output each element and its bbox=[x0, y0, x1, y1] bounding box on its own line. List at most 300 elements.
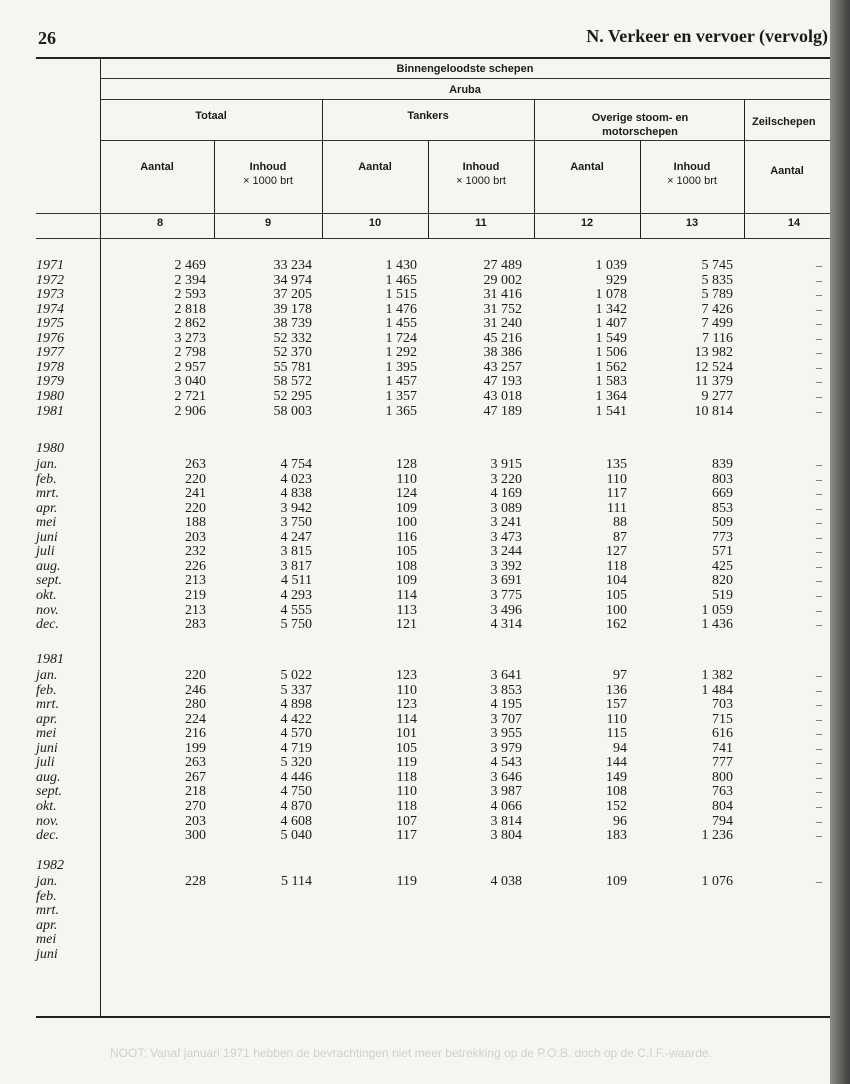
row-label: aug. bbox=[36, 769, 61, 785]
table-cell: 47 189 bbox=[483, 403, 522, 419]
table-cell: 4 838 bbox=[280, 486, 312, 502]
table-cell: 216 bbox=[185, 726, 206, 742]
table-cell: 104 bbox=[606, 573, 627, 589]
table-cell: 109 bbox=[396, 500, 417, 516]
table-cell: 105 bbox=[396, 544, 417, 560]
table-cell: 283 bbox=[185, 617, 206, 633]
table-cell: 123 bbox=[396, 668, 417, 683]
stub-divider bbox=[100, 58, 101, 1016]
zeil-dash: – bbox=[816, 515, 822, 530]
table-cell: 519 bbox=[712, 587, 733, 603]
table-cell: 135 bbox=[606, 457, 627, 472]
table-cell: 3 691 bbox=[490, 573, 522, 589]
table-cell: 113 bbox=[396, 602, 417, 618]
table-cell: 118 bbox=[396, 798, 417, 814]
table-cell: 220 bbox=[185, 500, 206, 516]
col-divider bbox=[640, 140, 641, 238]
table-cell: 270 bbox=[185, 798, 206, 814]
table-cell: 10 814 bbox=[694, 403, 733, 419]
table-cell: 5 789 bbox=[701, 287, 733, 303]
col-number: 11 bbox=[475, 217, 487, 229]
table-cell: 4 511 bbox=[281, 573, 312, 589]
row-label: mrt. bbox=[36, 486, 59, 502]
table-cell: 43 018 bbox=[483, 388, 522, 404]
table-cell: 1 465 bbox=[385, 272, 417, 288]
table-cell: 1 236 bbox=[701, 828, 733, 844]
table-cell: 123 bbox=[396, 697, 417, 713]
zeil-dash: – bbox=[816, 769, 822, 784]
col-divider bbox=[428, 140, 429, 238]
table-cell: 4 314 bbox=[490, 617, 522, 633]
table-cell: 152 bbox=[606, 798, 627, 814]
row-label: juli bbox=[36, 755, 55, 771]
top-rule bbox=[36, 57, 830, 59]
zeil-dash: – bbox=[816, 740, 822, 755]
table-cell: 144 bbox=[606, 755, 627, 771]
row-label: 1974 bbox=[36, 301, 64, 317]
table-cell: 820 bbox=[712, 573, 733, 589]
table-cell: 4 038 bbox=[490, 874, 522, 889]
row-label: 1973 bbox=[36, 287, 64, 303]
head-inhoud-unit: × 1000 brt bbox=[456, 175, 506, 187]
table-cell: 3 815 bbox=[280, 544, 312, 560]
table-cell: 616 bbox=[712, 726, 733, 742]
table-cell: 162 bbox=[606, 617, 627, 633]
row-label: feb. bbox=[36, 682, 57, 698]
table-cell: 1 549 bbox=[595, 330, 627, 346]
ghost-footnote: NOOT: Vanaf januari 1971 hebben de bevrachtingen niet meer betrekking op de P.O.B. doch op de C.I.F.-waarde. bbox=[110, 1046, 712, 1060]
table-cell: 111 bbox=[607, 500, 627, 516]
table-cell: 109 bbox=[396, 573, 417, 589]
table-cell: 794 bbox=[712, 813, 733, 829]
table-cell: 3 915 bbox=[490, 457, 522, 472]
zeil-dash: – bbox=[816, 697, 822, 712]
table-cell: 5 337 bbox=[280, 682, 312, 698]
table-cell: 4 608 bbox=[280, 813, 312, 829]
table-cell: 100 bbox=[606, 602, 627, 618]
table-cell: 4 570 bbox=[280, 726, 312, 742]
table-cell: 3 775 bbox=[490, 587, 522, 603]
table-cell: 114 bbox=[396, 587, 417, 603]
table-cell: 246 bbox=[185, 682, 206, 698]
table-cell: 241 bbox=[185, 486, 206, 502]
row-label: apr. bbox=[36, 500, 58, 516]
table-cell: 117 bbox=[606, 486, 627, 502]
table-cell: 149 bbox=[606, 769, 627, 785]
table-cell: 1 357 bbox=[385, 388, 417, 404]
table-cell: 7 426 bbox=[701, 301, 733, 317]
head-aantal: Aantal bbox=[770, 165, 804, 177]
table-cell: 119 bbox=[396, 755, 417, 771]
table-cell: 5 320 bbox=[280, 755, 312, 771]
zeil-dash: – bbox=[816, 388, 822, 403]
zeil-dash: – bbox=[816, 668, 822, 682]
row-label: 1977 bbox=[36, 345, 64, 361]
table-cell: 3 496 bbox=[490, 602, 522, 618]
table-cell: 1 078 bbox=[595, 287, 627, 303]
table-cell: 213 bbox=[185, 573, 206, 589]
table-cell: 715 bbox=[712, 711, 733, 727]
table-cell: 110 bbox=[606, 711, 627, 727]
table-cell: 58 572 bbox=[273, 374, 312, 390]
row-label: mei bbox=[36, 932, 57, 948]
table-cell: 5 040 bbox=[280, 828, 312, 844]
table-cell: 1 476 bbox=[385, 301, 417, 317]
page-binding-edge bbox=[830, 0, 850, 1084]
subgroup-title: Aruba bbox=[449, 84, 481, 96]
table-cell: 3 646 bbox=[490, 769, 522, 785]
table-cell: 3 241 bbox=[490, 515, 522, 531]
zeil-dash: – bbox=[816, 359, 822, 374]
zeil-dash: – bbox=[816, 258, 822, 272]
table-cell: 9 277 bbox=[701, 388, 733, 404]
table-cell: 5 745 bbox=[701, 258, 733, 273]
table-cell: 1 292 bbox=[385, 345, 417, 361]
row-label: mrt. bbox=[36, 903, 59, 919]
table-cell: 3 955 bbox=[490, 726, 522, 742]
table-cell: 5 835 bbox=[701, 272, 733, 288]
zeil-dash: – bbox=[816, 345, 822, 360]
row-label: 1978 bbox=[36, 359, 64, 375]
row-label: 1980 bbox=[36, 388, 64, 404]
table-cell: 183 bbox=[606, 828, 627, 844]
table-cell: 117 bbox=[396, 828, 417, 844]
table-cell: 188 bbox=[185, 515, 206, 531]
table-cell: 804 bbox=[712, 798, 733, 814]
table-cell: 669 bbox=[712, 486, 733, 502]
table-cell: 27 489 bbox=[483, 258, 522, 273]
table-cell: 105 bbox=[606, 587, 627, 603]
table-cell: 5 750 bbox=[280, 617, 312, 633]
zeil-dash: – bbox=[816, 301, 822, 316]
table-cell: 1 407 bbox=[595, 316, 627, 332]
head-inhoud bbox=[428, 160, 534, 188]
zeil-dash: – bbox=[816, 726, 822, 741]
row-label: 1981 bbox=[36, 403, 64, 419]
row-label: nov. bbox=[36, 602, 59, 618]
table-cell: 777 bbox=[712, 755, 733, 771]
table-cell: 2 957 bbox=[174, 359, 206, 375]
table-cell: 110 bbox=[396, 784, 417, 800]
table-cell: 2 906 bbox=[174, 403, 206, 419]
colgroup-totaal: Totaal bbox=[195, 110, 227, 122]
row-label: okt. bbox=[36, 587, 57, 603]
row-label: 1976 bbox=[36, 330, 64, 346]
table-cell: 3 942 bbox=[280, 500, 312, 516]
table-cell: 105 bbox=[396, 740, 417, 756]
table-cell: 199 bbox=[185, 740, 206, 756]
table-cell: 3 750 bbox=[280, 515, 312, 531]
table-cell: 3 040 bbox=[174, 374, 206, 390]
table-cell: 741 bbox=[712, 740, 733, 756]
table-cell: 107 bbox=[396, 813, 417, 829]
table-cell: 4 247 bbox=[280, 529, 312, 545]
head-inhoud-label: Inhoud bbox=[462, 161, 500, 173]
table-cell: 1 455 bbox=[385, 316, 417, 332]
table-cell: 3 853 bbox=[490, 682, 522, 698]
zeil-dash: – bbox=[816, 573, 822, 588]
table-cell: 1 506 bbox=[595, 345, 627, 361]
table-cell: 1 364 bbox=[595, 388, 627, 404]
table-cell: 52 295 bbox=[273, 388, 312, 404]
col-number: 8 bbox=[156, 217, 164, 229]
row-label: sept. bbox=[36, 573, 63, 589]
group-title: Binnengeloodste schepen bbox=[396, 63, 534, 75]
table-cell: 1 484 bbox=[701, 682, 733, 698]
table-cell: 203 bbox=[185, 529, 206, 545]
col-number: 14 bbox=[787, 217, 801, 229]
row-label: apr. bbox=[36, 711, 58, 727]
table-cell: 4 195 bbox=[490, 697, 522, 713]
zeil-dash: – bbox=[816, 287, 822, 302]
table-cell: 96 bbox=[613, 813, 627, 829]
table-cell: 2 394 bbox=[174, 272, 206, 288]
table-cell: 13 982 bbox=[694, 345, 733, 361]
table-cell: 94 bbox=[613, 740, 627, 756]
table-cell: 1 583 bbox=[595, 374, 627, 390]
table-cell: 58 003 bbox=[273, 403, 312, 419]
table-cell: 3 273 bbox=[174, 330, 206, 346]
table-cell: 3 707 bbox=[490, 711, 522, 727]
table-cell: 220 bbox=[185, 471, 206, 487]
table-cell: 110 bbox=[606, 471, 627, 487]
table-cell: 1 457 bbox=[385, 374, 417, 390]
table-cell: 2 593 bbox=[174, 287, 206, 303]
row-label: feb. bbox=[36, 471, 57, 487]
row-label: mei bbox=[36, 515, 57, 531]
zeil-dash: – bbox=[816, 755, 822, 770]
table-cell: 5 022 bbox=[280, 668, 312, 683]
table-cell: 7 499 bbox=[701, 316, 733, 332]
table-cell: 4 719 bbox=[280, 740, 312, 756]
row-label: mei bbox=[36, 726, 57, 742]
zeil-dash: – bbox=[816, 828, 822, 843]
table-cell: 232 bbox=[185, 544, 206, 560]
row-label: juli bbox=[36, 544, 55, 560]
zeil-dash: – bbox=[816, 813, 822, 828]
table-cell: 1 724 bbox=[385, 330, 417, 346]
table-cell: 773 bbox=[712, 529, 733, 545]
table-cell: 52 370 bbox=[273, 345, 312, 361]
table-cell: 218 bbox=[185, 784, 206, 800]
row-label: 1979 bbox=[36, 374, 64, 390]
table-cell: 3 804 bbox=[490, 828, 522, 844]
rule-under-colnums bbox=[36, 238, 830, 239]
zeil-dash: – bbox=[816, 874, 822, 888]
table-cell: 52 332 bbox=[273, 330, 312, 346]
table-cell: 43 257 bbox=[483, 359, 522, 375]
table-cell: 37 205 bbox=[273, 287, 312, 303]
table-cell: 4 446 bbox=[280, 769, 312, 785]
table-cell: 118 bbox=[606, 558, 627, 574]
table-cell: 219 bbox=[185, 587, 206, 603]
rule-under-subgroup bbox=[100, 99, 830, 100]
row-label: juni bbox=[36, 529, 58, 545]
table-cell: 2 798 bbox=[174, 345, 206, 361]
zeil-dash: – bbox=[816, 403, 822, 418]
page-number: 26 bbox=[38, 28, 56, 48]
table-cell: 1 365 bbox=[385, 403, 417, 419]
row-label: 1971 bbox=[36, 258, 64, 273]
head-inhoud bbox=[640, 160, 744, 188]
zeil-dash: – bbox=[816, 587, 822, 602]
row-label: dec. bbox=[36, 828, 59, 844]
table-cell: 33 234 bbox=[273, 258, 312, 273]
table-cell: 853 bbox=[712, 500, 733, 516]
zeil-dash: – bbox=[816, 711, 822, 726]
table-cell: 127 bbox=[606, 544, 627, 560]
row-label: dec. bbox=[36, 617, 59, 633]
col-number: 13 bbox=[685, 217, 699, 229]
block-heading: 1981 bbox=[36, 652, 64, 667]
table-cell: 118 bbox=[396, 769, 417, 785]
table-cell: 12 524 bbox=[694, 359, 733, 375]
table-cell: 3 814 bbox=[490, 813, 522, 829]
table-cell: 2 469 bbox=[174, 258, 206, 273]
table-cell: 4 422 bbox=[280, 711, 312, 727]
table-cell: 110 bbox=[396, 682, 417, 698]
table-cell: 1 076 bbox=[701, 874, 733, 889]
table-cell: 31 240 bbox=[483, 316, 522, 332]
colgroup-overige: Overige stoom- en motorschepen bbox=[591, 112, 689, 138]
table-cell: 4 870 bbox=[280, 798, 312, 814]
table-cell: 4 555 bbox=[280, 602, 312, 618]
zeil-dash: – bbox=[816, 374, 822, 389]
table-cell: 11 379 bbox=[695, 374, 733, 390]
rule-under-colgroups bbox=[100, 140, 830, 141]
row-label: apr. bbox=[36, 917, 58, 933]
head-inhoud bbox=[214, 160, 322, 188]
table-cell: 121 bbox=[396, 617, 417, 633]
table-cell: 101 bbox=[396, 726, 417, 742]
table-cell: 45 216 bbox=[483, 330, 522, 346]
table-cell: 109 bbox=[606, 874, 627, 889]
zeil-dash: – bbox=[816, 272, 822, 287]
table-cell: 203 bbox=[185, 813, 206, 829]
table-cell: 3 244 bbox=[490, 544, 522, 560]
table-cell: 100 bbox=[396, 515, 417, 531]
table-cell: 3 220 bbox=[490, 471, 522, 487]
table-cell: 1 541 bbox=[595, 403, 627, 419]
zeil-dash: – bbox=[816, 798, 822, 813]
table-cell: 114 bbox=[396, 711, 417, 727]
table-cell: 3 979 bbox=[490, 740, 522, 756]
table-cell: 5 114 bbox=[281, 874, 312, 889]
table-cell: 839 bbox=[712, 457, 733, 472]
head-inhoud-label: Inhoud bbox=[673, 161, 711, 173]
head-aantal: Aantal bbox=[358, 161, 392, 173]
table-cell: 124 bbox=[396, 486, 417, 502]
table-cell: 31 416 bbox=[483, 287, 522, 303]
head-inhoud-unit: × 1000 brt bbox=[667, 175, 717, 187]
table-cell: 4 293 bbox=[280, 587, 312, 603]
table-cell: 116 bbox=[396, 529, 417, 545]
zeil-dash: – bbox=[816, 529, 822, 544]
zeil-dash: – bbox=[816, 602, 822, 617]
zeil-dash: – bbox=[816, 316, 822, 331]
table-cell: 157 bbox=[606, 697, 627, 713]
table-cell: 47 193 bbox=[483, 374, 522, 390]
table-cell: 3 473 bbox=[490, 529, 522, 545]
table-cell: 55 781 bbox=[273, 359, 312, 375]
zeil-dash: – bbox=[816, 544, 822, 559]
row-label: nov. bbox=[36, 813, 59, 829]
zeil-dash: – bbox=[816, 330, 822, 345]
table-cell: 929 bbox=[606, 272, 627, 288]
table-cell: 1 436 bbox=[701, 617, 733, 633]
table-cell: 88 bbox=[613, 515, 627, 531]
row-label: jan. bbox=[36, 457, 58, 472]
zeil-dash: – bbox=[816, 682, 822, 697]
table-cell: 763 bbox=[712, 784, 733, 800]
table-cell: 226 bbox=[185, 558, 206, 574]
col-number: 12 bbox=[580, 217, 594, 229]
table-cell: 1 059 bbox=[701, 602, 733, 618]
table-cell: 213 bbox=[185, 602, 206, 618]
block-heading: 1982 bbox=[36, 858, 64, 873]
table-cell: 1 342 bbox=[595, 301, 627, 317]
zeil-dash: – bbox=[816, 471, 822, 486]
rule-above-colnums bbox=[36, 213, 830, 214]
table-cell: 38 386 bbox=[483, 345, 522, 361]
col-number: 9 bbox=[264, 217, 272, 229]
table-cell: 224 bbox=[185, 711, 206, 727]
section-title: N. Verkeer en vervoer (vervolg) bbox=[586, 26, 828, 46]
block-heading: 1980 bbox=[36, 441, 64, 456]
row-label: jan. bbox=[36, 668, 58, 683]
bottom-rule bbox=[36, 1016, 830, 1018]
table-cell: 3 817 bbox=[280, 558, 312, 574]
table-cell: 571 bbox=[712, 544, 733, 560]
table-cell: 3 987 bbox=[490, 784, 522, 800]
table-cell: 128 bbox=[396, 457, 417, 472]
table-cell: 703 bbox=[712, 697, 733, 713]
head-aantal: Aantal bbox=[570, 161, 604, 173]
zeil-dash: – bbox=[816, 486, 822, 501]
table-cell: 38 739 bbox=[273, 316, 312, 332]
table-cell: 4 169 bbox=[490, 486, 522, 502]
table-cell: 1 562 bbox=[595, 359, 627, 375]
table-cell: 29 002 bbox=[483, 272, 522, 288]
table-cell: 220 bbox=[185, 668, 206, 683]
table-cell: 2 721 bbox=[174, 388, 206, 404]
table-cell: 110 bbox=[396, 471, 417, 487]
table-cell: 263 bbox=[185, 755, 206, 771]
table-cell: 425 bbox=[712, 558, 733, 574]
table-cell: 3 392 bbox=[490, 558, 522, 574]
table-cell: 34 974 bbox=[273, 272, 312, 288]
table-cell: 228 bbox=[185, 874, 206, 889]
row-label: aug. bbox=[36, 558, 61, 574]
row-label: sept. bbox=[36, 784, 63, 800]
row-label: feb. bbox=[36, 888, 57, 904]
table-cell: 4 898 bbox=[280, 697, 312, 713]
table-cell: 267 bbox=[185, 769, 206, 785]
table-cell: 39 178 bbox=[273, 301, 312, 317]
zeil-dash: – bbox=[816, 558, 822, 573]
table-cell: 108 bbox=[606, 784, 627, 800]
table-cell: 1 515 bbox=[385, 287, 417, 303]
rule-under-group bbox=[100, 78, 830, 79]
table-cell: 4 750 bbox=[280, 784, 312, 800]
table-cell: 3 089 bbox=[490, 500, 522, 516]
table-cell: 4 023 bbox=[280, 471, 312, 487]
table-cell: 300 bbox=[185, 828, 206, 844]
colgroup-tankers: Tankers bbox=[407, 110, 449, 122]
table-cell: 7 116 bbox=[702, 330, 733, 346]
col-divider bbox=[214, 140, 215, 238]
zeil-dash: – bbox=[816, 457, 822, 471]
